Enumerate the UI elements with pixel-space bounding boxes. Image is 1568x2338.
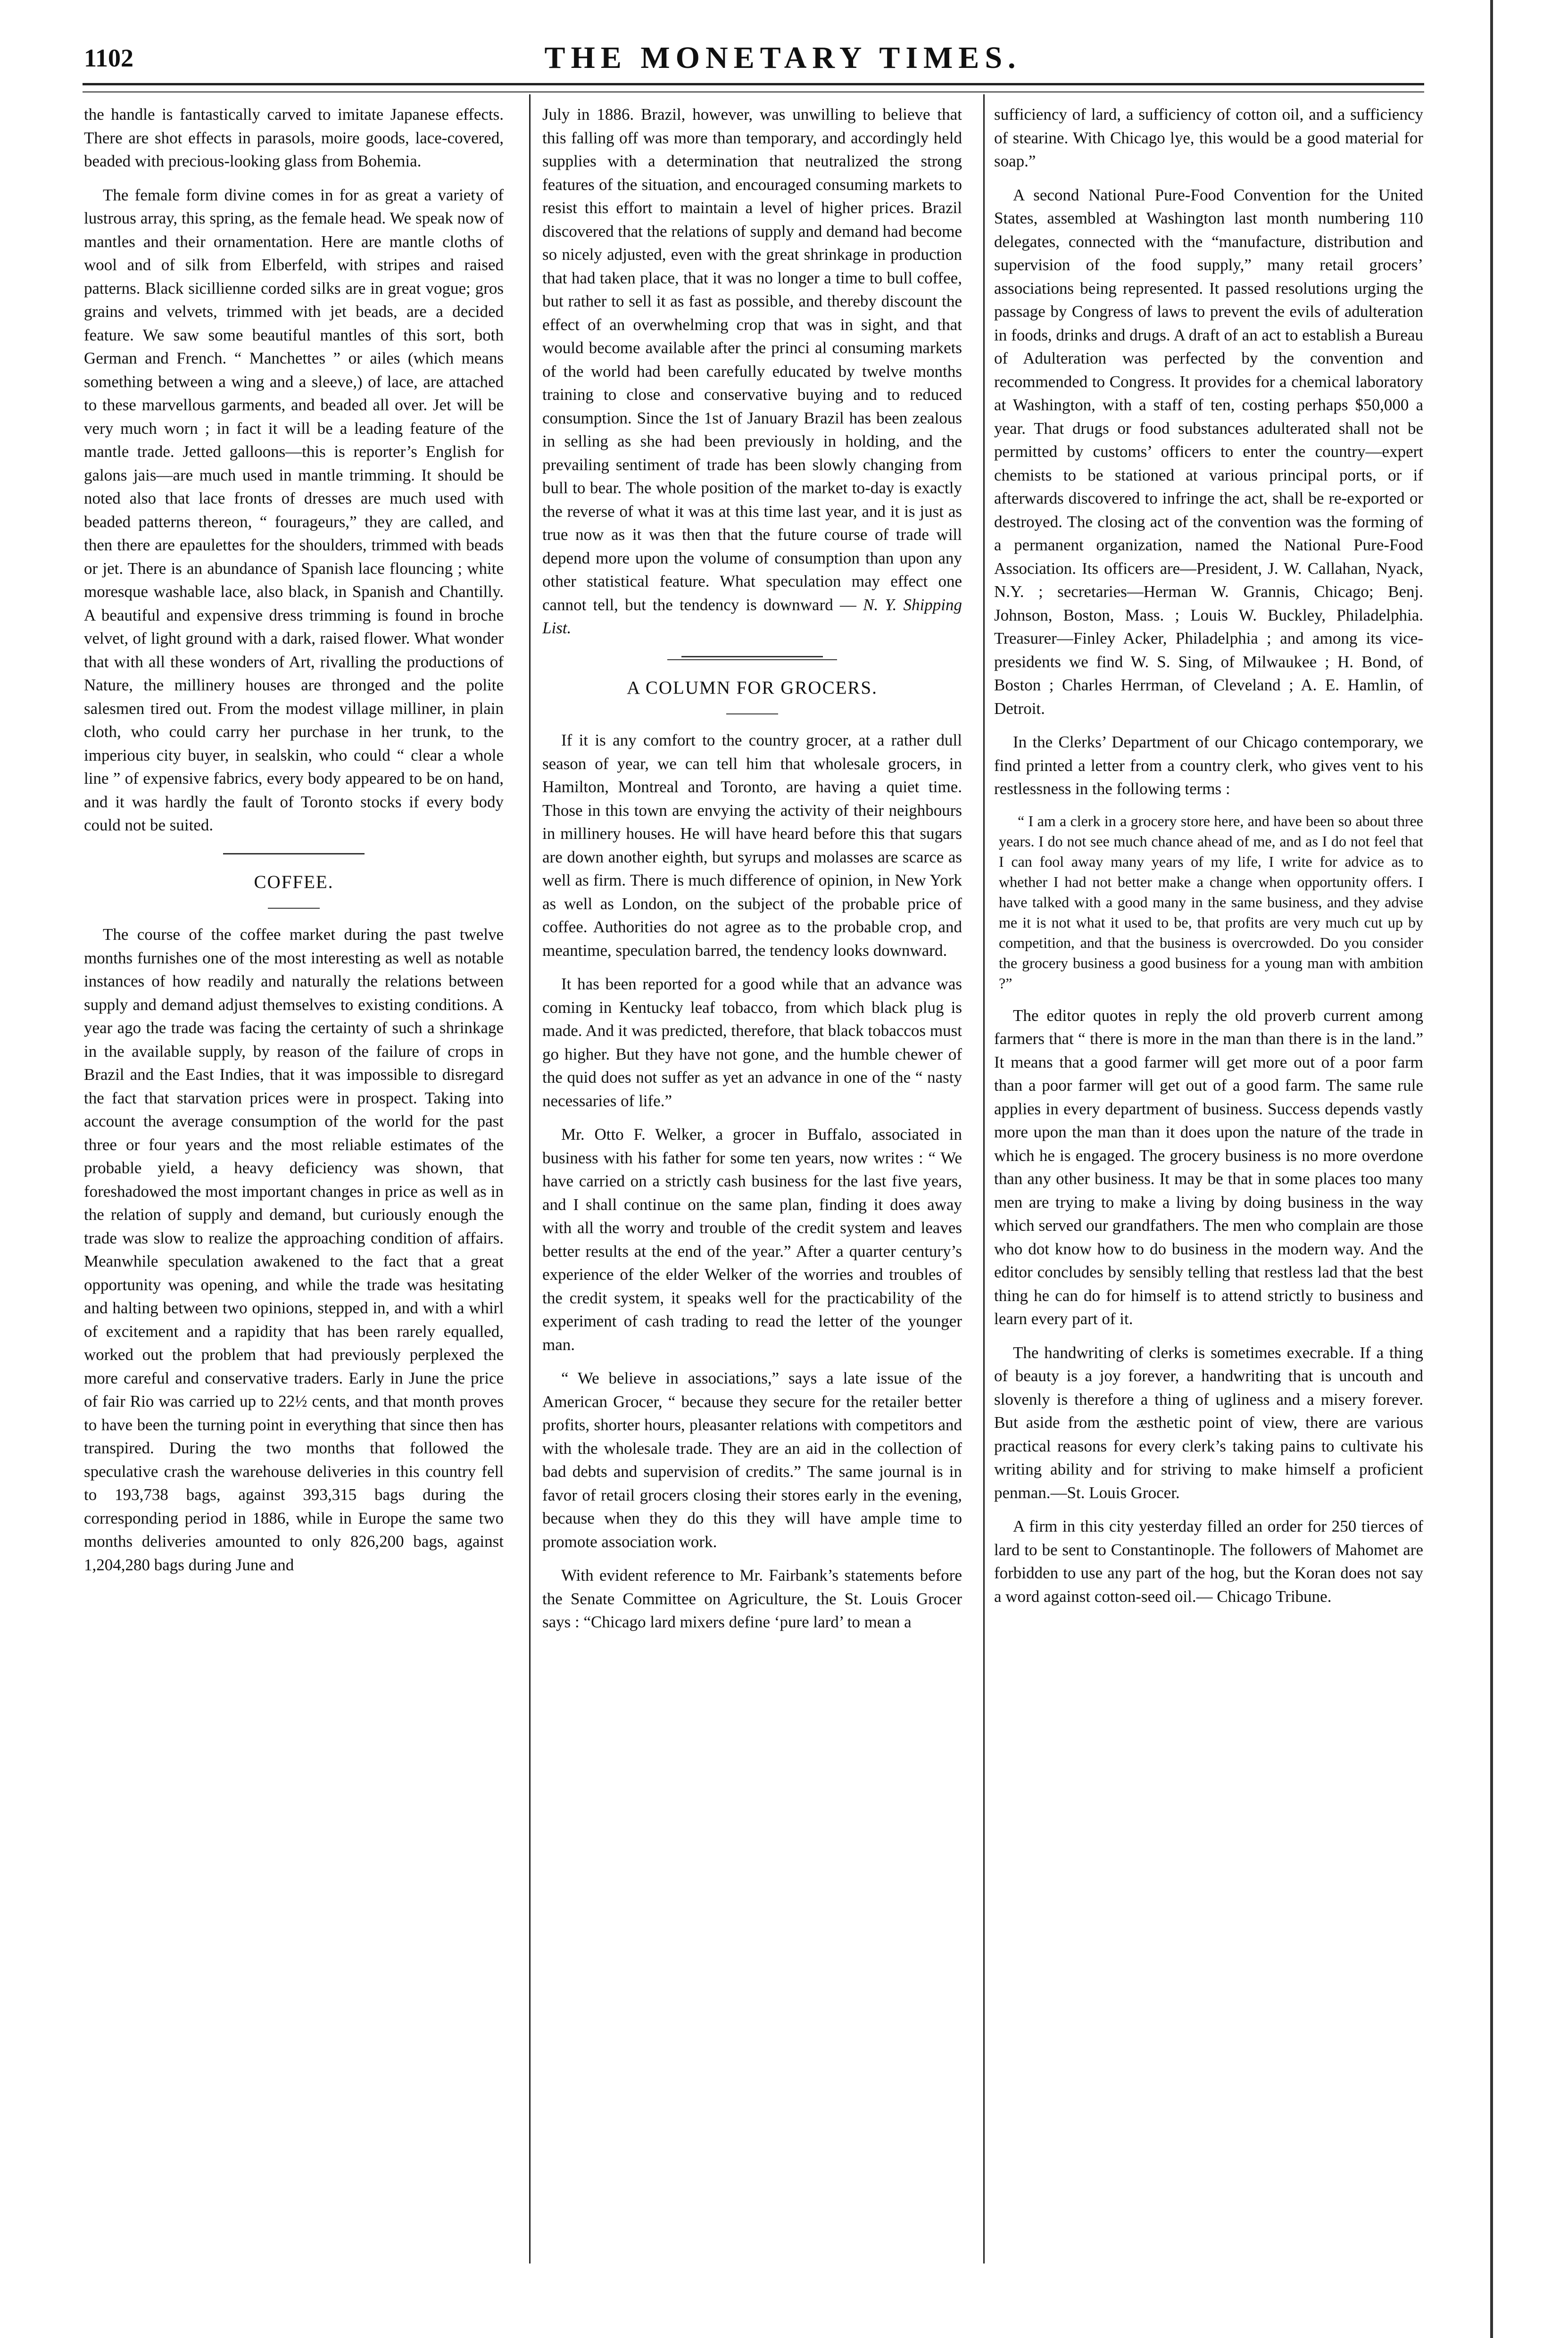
paragraph-text: July in 1886. Brazil, however, was unwilling to believe that this falling off was more than temporary, and accordingly held supplies with a determination that neutralized the strong features of the situation, and encouraged consuming markets to resist this effort to maintain a level of higher prices. Brazil discovered that the relations of supply and demand had become so nicely adjusted, even with the great shrinkage in production that had taken place, that it was no longer a time to bull coffee, but rather to sell it as fast as possible, and thereby discount the effect of an overwhelming crop that was in sight, and that would become available after the princi al consuming markets of the world had been carefully educated by twelve months training to close and conservative buying and to reduced consumption. Since the 1st of January Brazil has been zealous in selling as she had been previously in holding, and the prevailing sentiment of trade has been slowly changing from bull to bear. The whole position of the market to-day is exactly the reverse of what it was at this time last year, and it is just as true now as it was then that the future course of trade will depend more upon the volume of consumption than upon any other statistical feature. What speculation may effect one cannot tell, but the tendency is downward — (542, 105, 962, 614)
paragraph: If it is any comfort to the country grocer, at a rather dull season of year, we can tell him that wholesale grocers, in Hamilton, Montreal and Toronto, are having a quiet time. Those in this town are envying the activity of their neighbours in millinery houses. He will have heard before this that sugars are down another eighth, but syrups and molasses are scarce as well as firm. There is much difference of opinion, in New York as well as London, on the subject of the probable price of coffee. Authorities do not agree as to the probable crop, and meantime, speculation barred, the tendency looks downward. (542, 731, 962, 960)
section-heading-coffee: COFFEE. (254, 871, 334, 892)
paragraph: the handle is fantastically carved to imitate Japanese effects. There are shot effects in parasols, moire goods, lace-covered, beaded with precious-looking glass from Bohemia. (84, 105, 504, 170)
paragraph: “ We believe in associations,” says a late issue of the American Grocer, “ because they secure for the retailer better profits, shorter hours, pleasanter relations with competitors and with the wholesale trade. They are an aid in the collection of bad debts and supervision of credits.” The same journal is in favor of retail grocers closing their stores early in the evening, because when they do this they will have ample time to promote association work. (542, 1369, 962, 1551)
letter-quote: “ I am a clerk in a grocery store here, and have been so about three years. I do not see much chance ahead of me, and as I do not feel that I can fool away many years of my life, I write for advice as to whether I had not better make a change when opportunity offers. I have talked with a good many in the same business, and they advise me it is not what it used to be, that profits are very much cut up by competition, and that the business is overcrowded. Do you consider the grocery business a good business for a young man with ambition ?” (999, 812, 1423, 992)
paragraph (542, 103, 962, 640)
paragraph: A second National Pure-Food Convention for the United States, assembled at Washington last month numbering 110 delegates, connected with the “manufacture, distribution and supervision of the food supply,” many retail grocers’ associations being represented. It passed resolutions urging the passage by Congress of laws to prevent the evils of adulteration in foods, drinks and drugs. A draft of an act to establish a Bureau of Adulteration was perfected by the convention and recommended to Congress. It provides for a chemical laboratory at Washington, with a staff of ten, costing perhaps $50,000 a year. That drugs or food substances adulterated shall not be permitted by customs’ officers to enter the country—expert chemists to be stationed at various principal ports, or if afterwards discovered to infringe the act, shall be re-exported or destroyed. The closing act of the convention was the forming of a permanent organization, named the National Pure-Food Association. Its officers are—President, J. W. Callahan, Nyack, N.Y. ; secretaries—Herman W. Grannis, Chicago; Benj. Johnson, Boston, Mass. ; Louis W. Buckley, Philadelphia. Treasurer—Finley Acker, Philadelphia ; and among its vice-presidents we find W. S. Sing, of Milwaukee ; H. Bond, of Boston ; Charles Herrman, of Cleveland ; A. E. Hamlin, of Detroit. (994, 185, 1423, 718)
section-separator (681, 656, 823, 657)
header-rule-thin (83, 91, 1424, 92)
column-1 (84, 103, 504, 2263)
paragraph: sufficiency of lard, a sufficiency of cotton oil, and a sufficiency of stearine. With Chicago lye, this would be a good material for soap.” (994, 105, 1423, 170)
column-divider (983, 94, 985, 2263)
source-credit: N. Y. Shipping List. (542, 595, 962, 637)
heading-rule (726, 713, 778, 714)
heading-rule (268, 908, 320, 909)
paragraph: It has been reported for a good while that an advance was coming in Kentucky leaf tobacco, from which black plug is made. And it was predicted, therefore, that black tobaccos must go higher. But they have not gone, and the humble chewer of the quid does not suffer as yet an advance in one of the “ nasty necessaries of life.” (542, 975, 962, 1110)
paragraph: The course of the coffee market during the past twelve months furnishes one of the most interesting as well as notable instances of how readily and naturally the relations between supply and demand adjust themselves to existing conditions. A year ago the trade was facing the certainty of such a shrinkage in the available supply, by reason of the failure of crops in Brazil and the East Indies, that it was impossible to disregard the fact that starvation prices were in prospect. Taking into account the average consumption of the world for the past three or four years and the most reliable estimates of the probable yield, a heavy deficiency was shown, that foreshadowed the most important changes in price as well as in the relation of supply and demand, but curiously enough the trade was slow to realize the approaching condition of affairs. Meanwhile speculation awakened to the fact that a great opportunity was opening, and while the trade was hesitating and halting between two opinions, stepped in, and with a whirl of excitement and a rapidity that has been rarely equalled, worked out the problem that had previously perplexed the more careful and conservative traders. Early in June the price of fair Rio was carried up to 22½ cents, and that month proves to have been the turning point in everything that since then has transpired. During the two months that followed the speculative crash the warehouse deliveries in this country fell to 193,738 bags, against 393,315 bags during the corresponding period in 1886, while in Europe the same two months deliveries amounted to only 826,200 bags, against 1,204,280 bags during June and (84, 925, 504, 1574)
column-divider (529, 94, 531, 2263)
section-heading-grocers: A COLUMN FOR GROCERS. (627, 677, 878, 698)
section-separator (667, 659, 837, 660)
column-2 (542, 103, 962, 2263)
header-rule (83, 83, 1424, 85)
paragraph: The editor quotes in reply the old proverb current among farmers that “ there is more in the man than there is in the land.” It means that a good farmer will get more out of a poor farm than a poor farmer will get out of a good farm. The same rule applies in every department of business. Success depends vastly more upon the man than it does upon the nature of the trade in which he is engaged. The grocery business is no more overdone than any other business. It may be that in some places too many men are trying to make a living by doing business in the way which served our grandfathers. The men who complain are those who dot know how to do business in the modern way. And the editor concludes by sensibly telling that restless lad that the best thing he can do for himself is to attend strictly to business and learn every part of it. (994, 1006, 1423, 1328)
paragraph: The female form divine comes in for as great a variety of lustrous array, this spring, as the female head. We speak now of mantles and their ornamentation. Here are mantle cloths of wool and of silk from Elberfeld, with stripes and raised patterns. Black sicillienne corded silks are in great vogue; gros grains and velvets, trimmed with jet beads, are a decided feature. We saw some beautiful mantles of this sort, both German and French. “ Manchettes ” or ailes (which means something between a wing and a sleeve,) of lace, are attached to these marvellous garments, and beaded all over. Jet will be very much worn ; in fact it will be a leading feature of the mantle trade. Jetted galloons—this is reporter’s English for galons jais—are much used in mantle trimming. It should be noted also that lace fronts of dresses are much used with beaded patterns thereon, “ fourageurs,” they are called, and then there are epaulettes for the shoulders, trimmed with beads or jet. There is an abundance of Spanish lace flouncing ; white moresque washable lace, also black, in Spanish and Chantilly. A beautiful and expensive dress trimming is found in broche velvet, of light ground with a dark, raised flower. What wonder that with all these wonders of Art, rivalling the productions of Nature, the millinery houses are thronged and the polite salesmen tired out. From the modest village milliner, in plain cloth, who could carry her purchase in her trunk, to the imperious city buyer, in sealskin, who could “ clear a whole line ” of expensive fabrics, every body appeared to be on hand, and it was hardly the fault of Toronto stocks if every body could not be suited. (84, 185, 504, 834)
section-separator (223, 853, 365, 854)
paragraph: In the Clerks’ Department of our Chicago contemporary, we find printed a letter from a country clerk, who gives vent to his restlessness in the following terms : (994, 733, 1423, 798)
paragraph: Mr. Otto F. Welker, a grocer in Buffalo, associated in business with his father for some ten years, now writes : “ We have carried on a strictly cash business for the last five years, and I shall continue on the same plan, finding it does away with all the worry and trouble of the credit system and leaves better results at the end of the year.” After a quarter century’s experience of the elder Welker of the worries and troubles of the credit system, it speaks well for the practicability of the experiment of cash trading to read the letter of the younger man. (542, 1125, 962, 1354)
paragraph: With evident reference to Mr. Fairbank’s statements before the Senate Committee on Agriculture, the St. Louis Grocer says : “Chicago lard mixers define ‘pure lard’ to mean a (542, 1566, 962, 1631)
masthead-title: THE MONETARY TIMES. (544, 41, 1021, 75)
paragraph: The handwriting of clerks is sometimes execrable. If a thing of beauty is a joy forever, a handwriting that is uncouth and slovenly is therefore a thing of ugliness and a misery forever. But aside from the æsthetic point of view, there are various practical reasons for every clerk’s taking pains to cultivate his writing ability and for striving to make himself a proficient penman.—St. Louis Grocer. (994, 1343, 1423, 1502)
paragraph: A firm in this city yesterday filled an order for 250 tierces of lard to be sent to Constantinople. The followers of Mahomet are forbidden to use any part of the hog, but the Koran does not say a word against cotton-seed oil.— Chicago Tribune. (994, 1517, 1423, 1606)
column-3 (994, 103, 1423, 2263)
binding-edge (1490, 0, 1493, 2338)
page-number: 1102 (84, 44, 134, 72)
